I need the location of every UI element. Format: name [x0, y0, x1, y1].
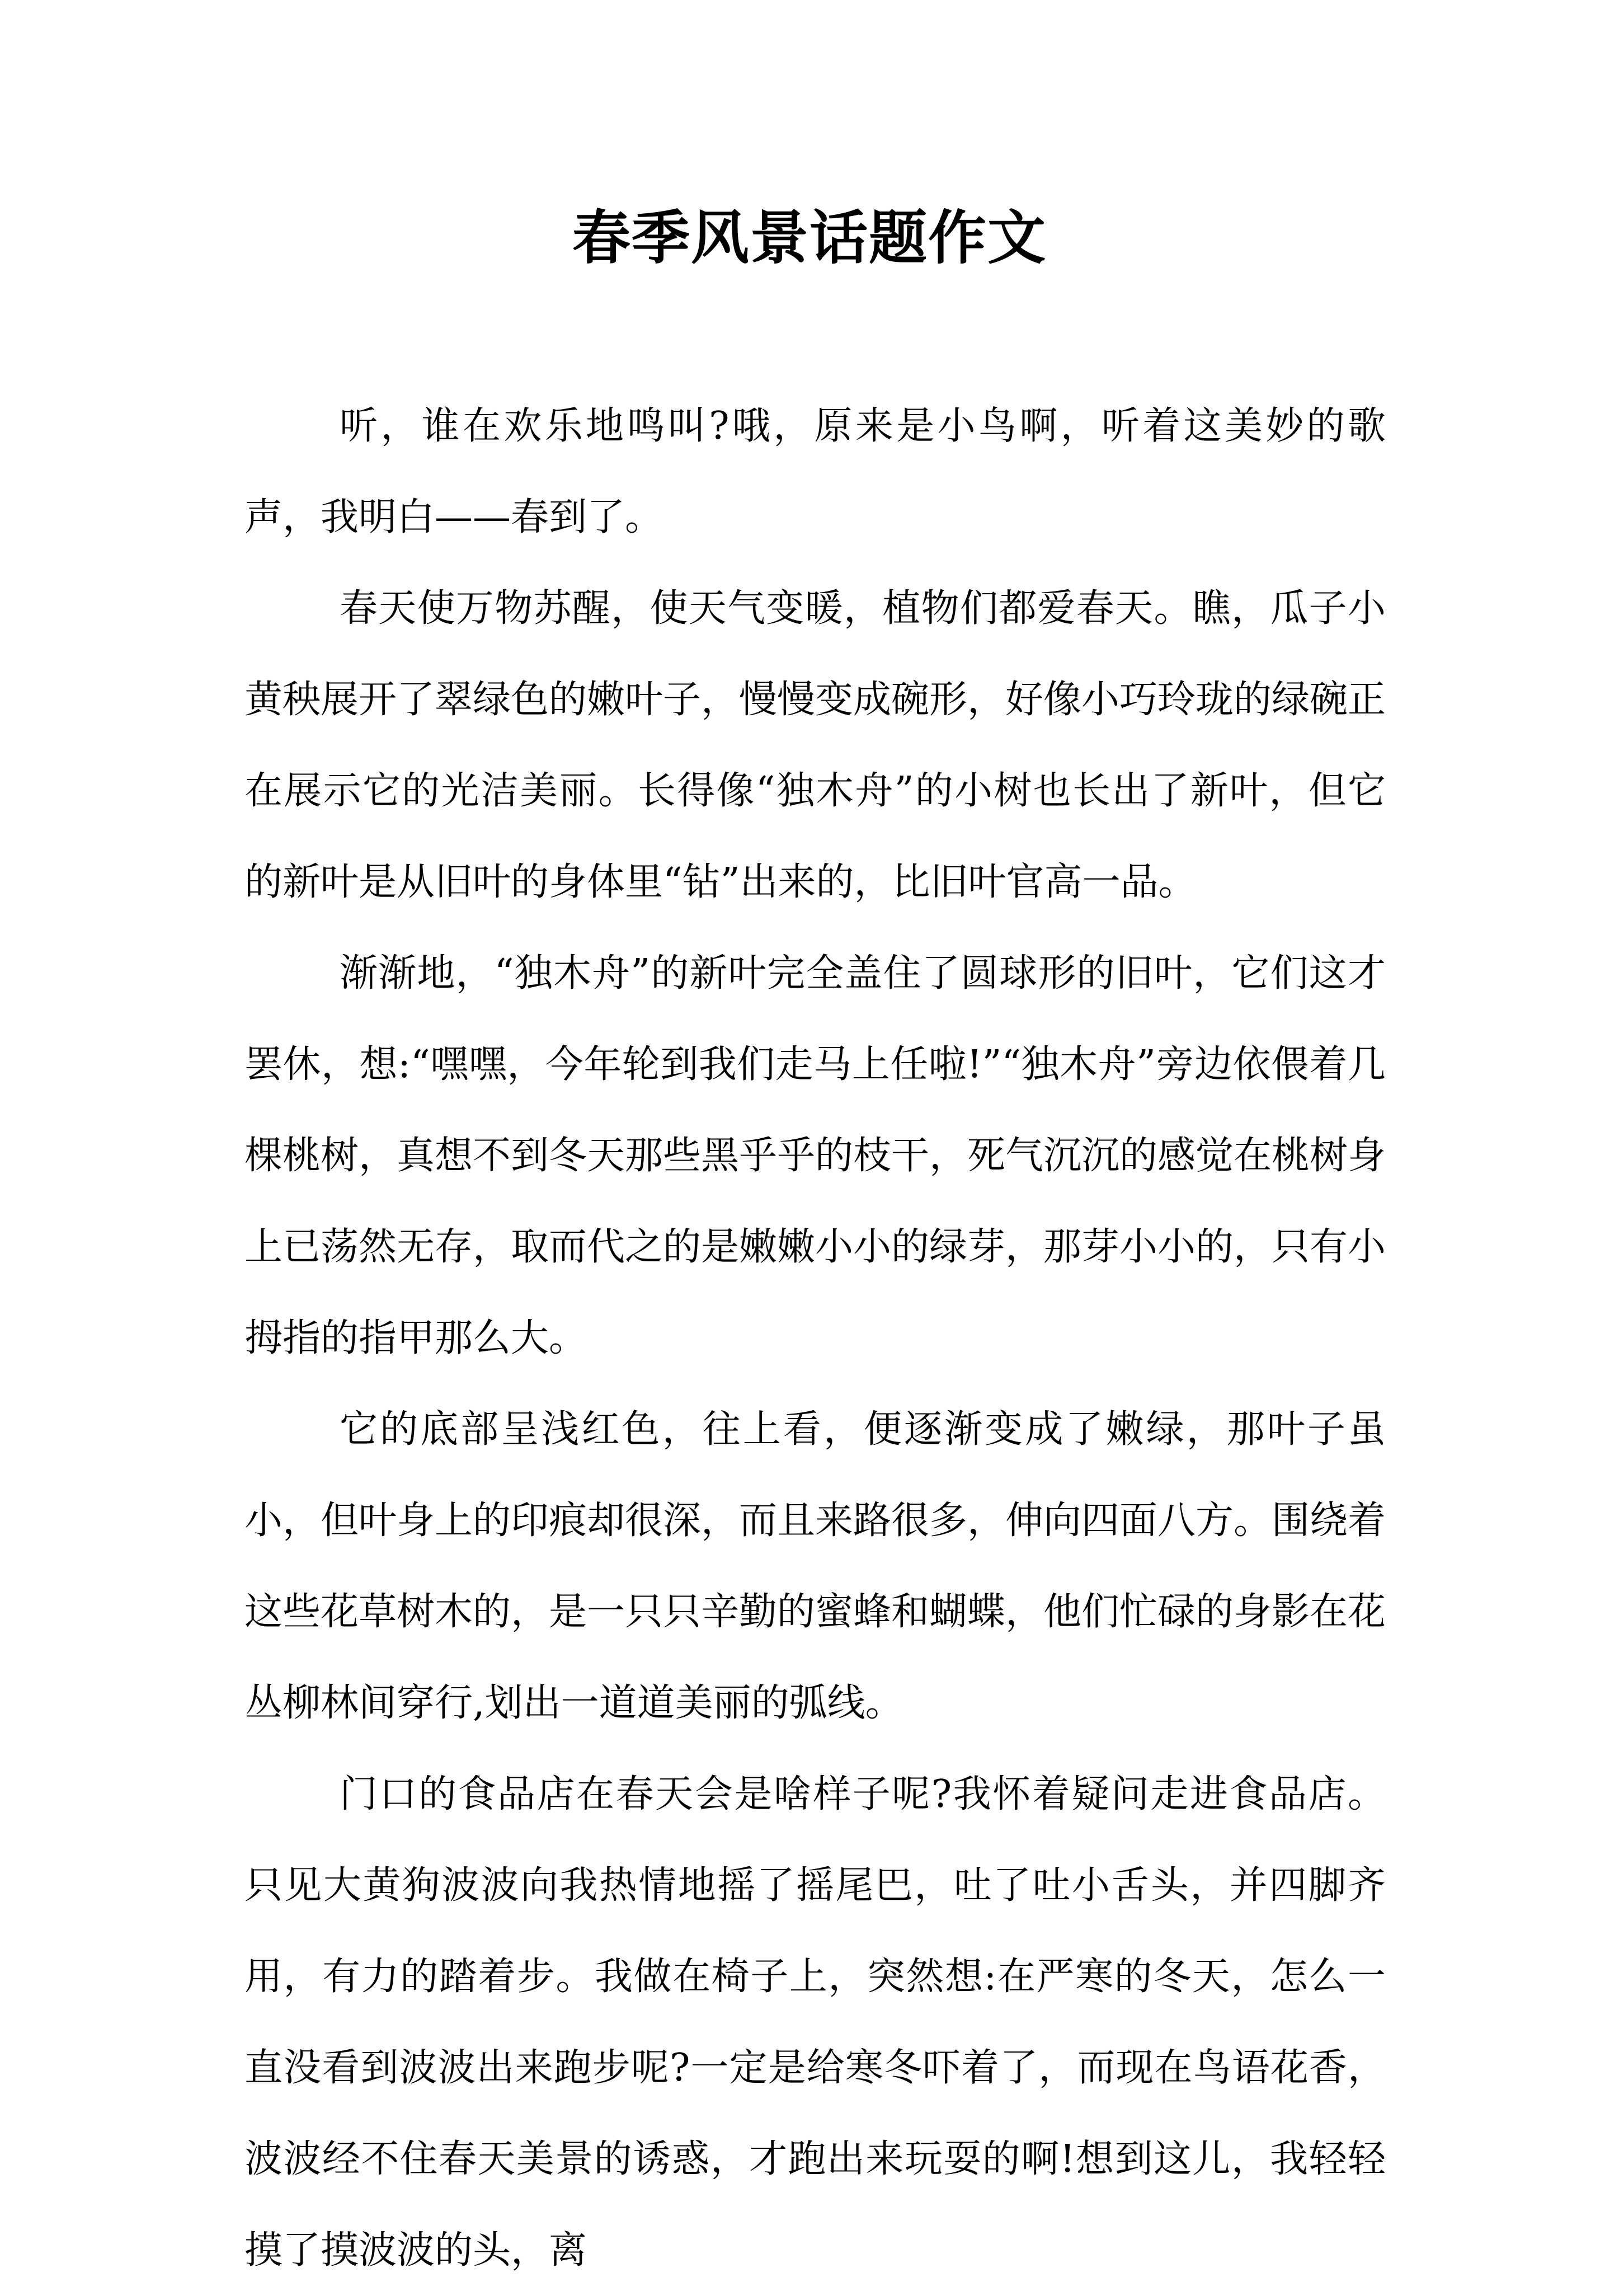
paragraph: 渐渐地，“独木舟”的新叶完全盖住了圆球形的旧叶，它们这才罢休，想:“嘿嘿，今年轮到我们走马上任啦!”“独木舟”旁边依偎着几棵桃树，真想不到冬天那些黑乎乎的枝干，死气沉沉的感觉在桃树身上已荡然无存，取而代之的是嫩嫩小小的绿芽，那芽小小的，只有小拇指的指甲那么大。 — [244, 951, 1386, 1360]
paragraph: 听，谁在欢乐地鸣叫?哦，原来是小鸟啊，听着这美妙的歌声，我明白——春到了。 — [244, 404, 1386, 539]
paragraph: 它的底部呈浅红色，往上看，便逐渐变成了嫩绿，那叶子虽小，但叶身上的印痕却很深，而且来路很多，伸向四面八方。围绕着这些花草树木的，是一只只辛勤的蜜蜂和蝴蝶，他们忙碌的身影在花丛柳林间穿行,划出一道道美丽的弧线。 — [244, 1407, 1386, 1725]
document-body — [244, 381, 1386, 2296]
paragraph: 门口的食品店在春天会是啥样子呢?我怀着疑问走进食品店。只见大黄狗波波向我热情地摇了摇尾巴，吐了吐小舌头，并四脚齐用，有力的踏着步。我做在椅子上，突然想:在严寒的冬天，怎么一直没看到波波出来跑步呢?一定是给寒冬吓着了，而现在鸟语花香，波波经不住春天美景的诱惑，才跑出来玩耍的啊!想到这儿，我轻轻摸了摸波波的头，离 — [244, 1772, 1386, 2272]
paragraph: 春天使万物苏醒，使天气变暖，植物们都爱春天。瞧，瓜子小黄秧展开了翠绿色的嫩叶子，慢慢变成碗形，好像小巧玲珑的绿碗正在展示它的光洁美丽。长得像“独木舟”的小树也长出了新叶，但它的新叶是从旧叶的身体里“钻”出来的，比旧叶官高一品。 — [244, 586, 1386, 904]
document-title: 春季风景话题作文 — [572, 203, 1047, 272]
